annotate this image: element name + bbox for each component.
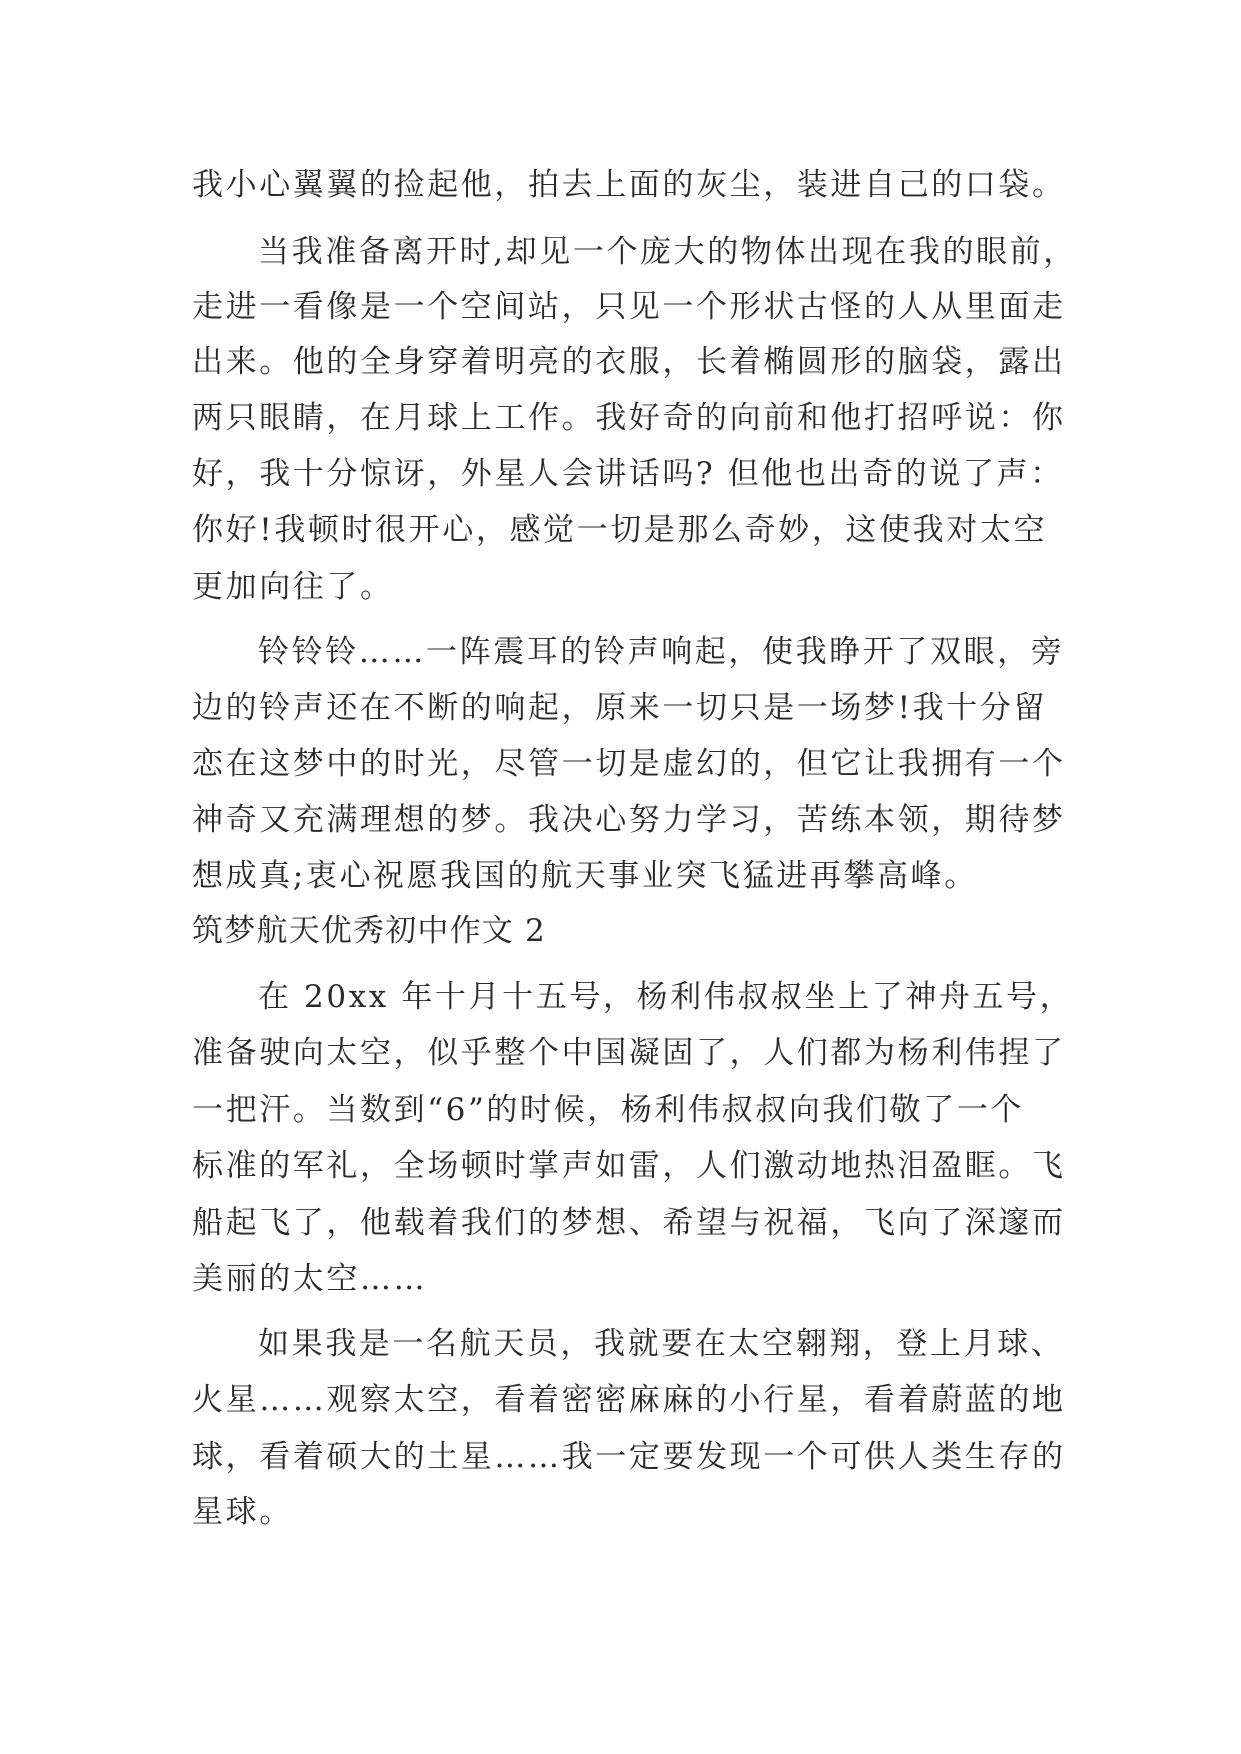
section-heading: 筑梦航天优秀初中作文 2 bbox=[192, 913, 546, 949]
text-line: 如果我是一名航天员，我就要在太空翱翔，登上月球、 bbox=[258, 1326, 1065, 1362]
text-line: 铃铃铃……一阵震耳的铃声响起，使我睁开了双眼，旁 bbox=[258, 634, 1065, 670]
text-line: 我小心翼翼的捡起他，拍去上面的灰尘，装进自己的口袋。 bbox=[192, 167, 1066, 203]
text-line: 好，我十分惊讶，外星人会讲话吗? 但他也出奇的说了声： bbox=[192, 456, 1064, 492]
text-line: 两只眼睛，在月球上工作。我好奇的向前和他打招呼说：你 bbox=[192, 400, 1066, 436]
text-line: 星球。 bbox=[192, 1494, 293, 1530]
text-line: 当我准备离开时,却见一个庞大的物体出现在我的眼前， bbox=[258, 234, 1077, 270]
text-line: 想成真;衷心祝愿我国的航天事业突飞猛进再攀高峰。 bbox=[192, 858, 978, 894]
text-line: 在 20xx 年十月十五号，杨利伟叔叔坐上了神舟五号， bbox=[258, 979, 1074, 1015]
text-line: 美丽的太空…… bbox=[192, 1261, 428, 1297]
text-line: 标准的军礼，全场顿时掌声如雷，人们激动地热泪盈眶。飞 bbox=[192, 1148, 1066, 1184]
text-line: 神奇又充满理想的梦。我决心努力学习，苦练本领，期待梦 bbox=[192, 802, 1066, 838]
text-line: 一把汗。当数到“6”的时候，杨利伟叔叔向我们敬了一个 bbox=[192, 1092, 1025, 1128]
text-line: 走进一看像是一个空间站，只见一个形状古怪的人从里面走 bbox=[192, 289, 1066, 325]
text-line: 恋在这梦中的时光，尽管一切是虚幻的，但它让我拥有一个 bbox=[192, 746, 1066, 782]
text-line: 你好!我顿时很开心，感觉一切是那么奇妙，这使我对太空 bbox=[192, 512, 1048, 548]
text-line: 出来。他的全身穿着明亮的衣服，长着椭圆形的脑袋，露出 bbox=[192, 344, 1066, 380]
text-line: 边的铃声还在不断的响起，原来一切只是一场梦!我十分留 bbox=[192, 690, 1048, 726]
text-line: 准备驶向太空，似乎整个中国凝固了，人们都为杨利伟捏了 bbox=[192, 1035, 1066, 1071]
text-line: 火星……观察太空，看着密密麻麻的小行星，看着蔚蓝的地 bbox=[192, 1382, 1066, 1418]
text-line: 船起飞了，他载着我们的梦想、希望与祝福，飞向了深邃而 bbox=[192, 1205, 1066, 1241]
text-line: 球，看着硕大的土星……我一定要发现一个可供人类生存的 bbox=[192, 1439, 1066, 1475]
text-line: 更加向往了。 bbox=[192, 569, 394, 605]
